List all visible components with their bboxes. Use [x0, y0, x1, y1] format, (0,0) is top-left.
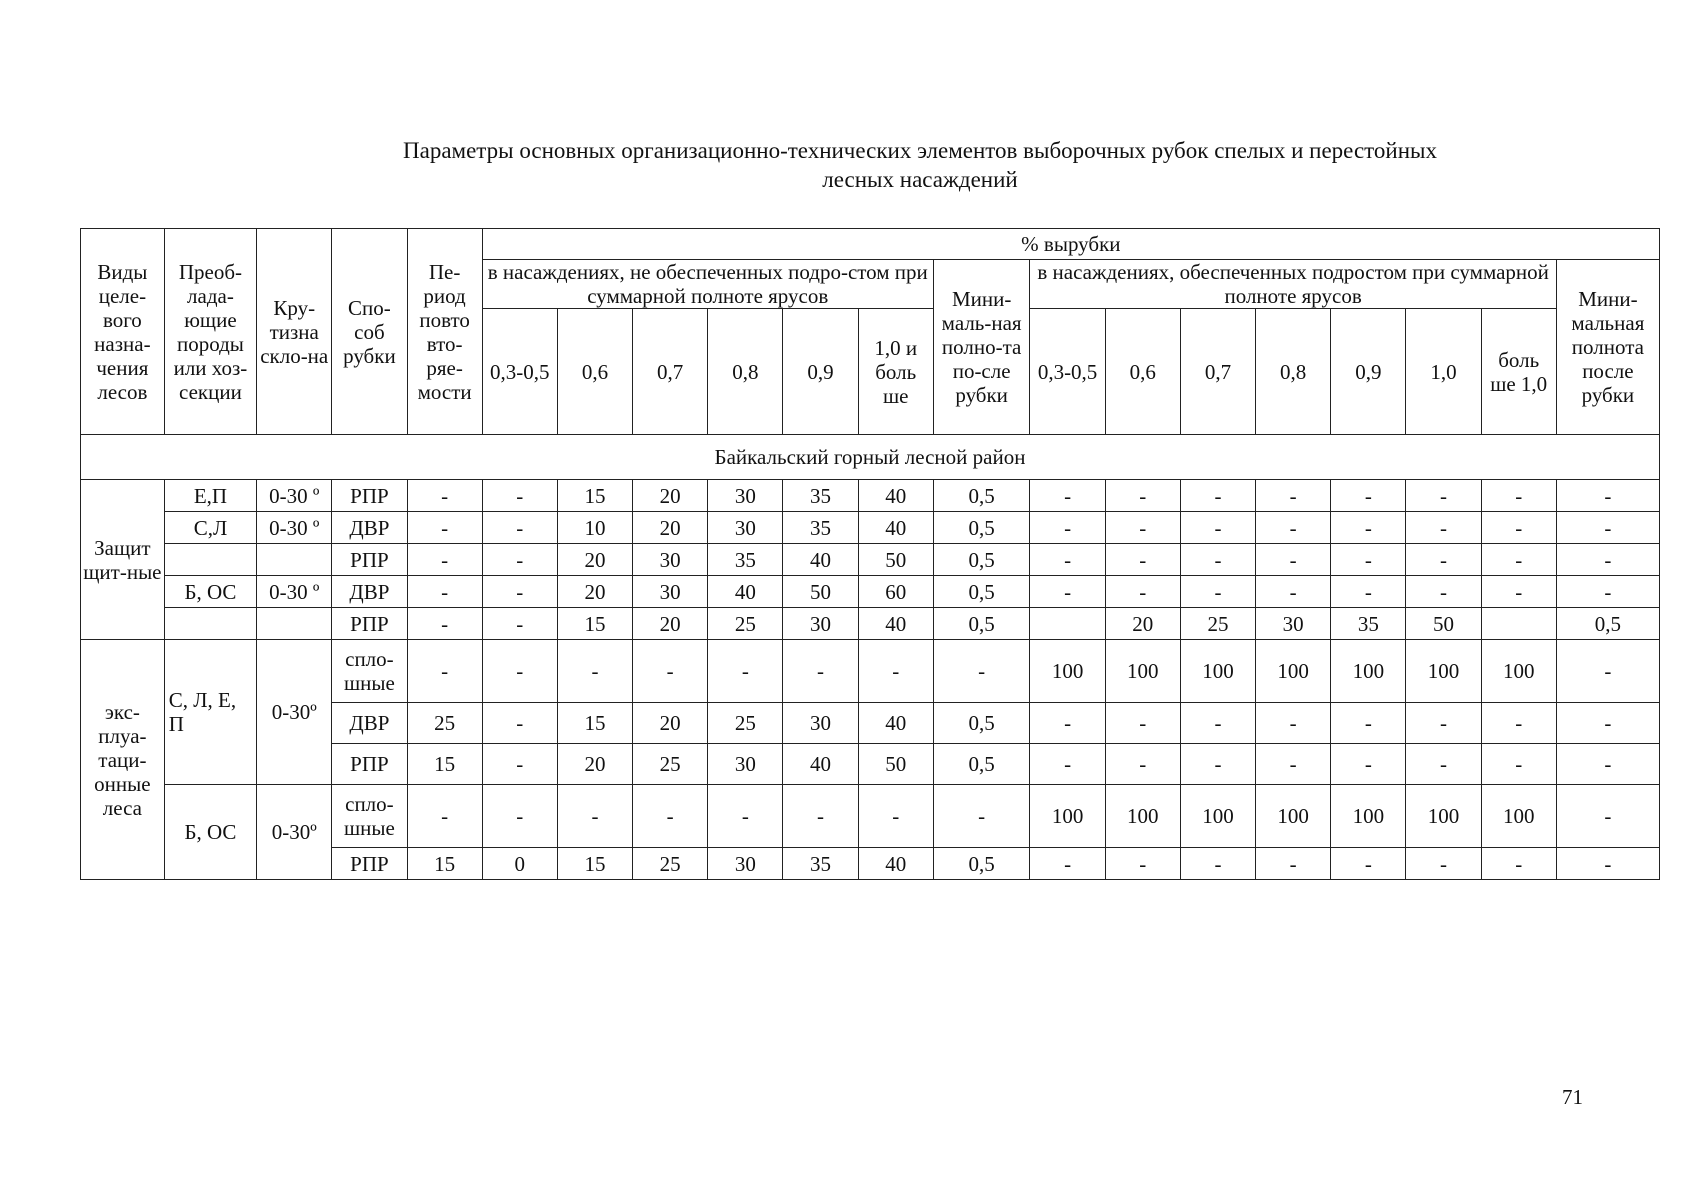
table-cell: 25 — [708, 608, 783, 640]
header-pct-cut: % вырубки — [482, 229, 1659, 260]
table-cell: - — [482, 640, 557, 703]
header-species: Преоб-лада-ющие породы или хоз-секции — [164, 229, 256, 435]
table-cell: - — [1556, 512, 1659, 544]
table-cell: 30 — [708, 512, 783, 544]
table-cell: Б, ОС — [164, 785, 256, 880]
header-sub-cell: боль ше 1,0 — [1481, 309, 1556, 435]
table-cell: 35 — [783, 848, 858, 880]
table-cell: 40 — [858, 512, 933, 544]
table-cell: 100 — [1256, 640, 1331, 703]
table-cell: - — [1406, 744, 1481, 785]
table-cell: 20 — [557, 744, 632, 785]
table-cell — [164, 608, 256, 640]
table-cell: - — [1481, 576, 1556, 608]
table-cell: 50 — [858, 744, 933, 785]
table-cell: 100 — [1180, 785, 1255, 848]
table-cell: - — [407, 512, 482, 544]
table-cell: - — [1406, 512, 1481, 544]
table-cell: - — [1406, 576, 1481, 608]
table-cell: РПР — [332, 744, 407, 785]
table-cell: - — [1331, 544, 1406, 576]
table-cell: 100 — [1406, 640, 1481, 703]
table-row — [81, 480, 1660, 512]
table-cell: 15 — [407, 848, 482, 880]
table-cell: 0,5 — [933, 512, 1030, 544]
table-cell: 0,5 — [933, 744, 1030, 785]
table-cell: РПР — [332, 848, 407, 880]
table-cell: - — [1481, 744, 1556, 785]
table-cell: - — [1180, 848, 1255, 880]
table-cell: - — [1481, 480, 1556, 512]
table-cell: - — [1180, 576, 1255, 608]
table-cell: 20 — [1105, 608, 1180, 640]
table-cell: 0,5 — [933, 544, 1030, 576]
table-cell: - — [1556, 640, 1659, 703]
table-cell: 100 — [1030, 785, 1105, 848]
header-method: Спо-соб рубки — [332, 229, 407, 435]
header-group-provided: в насаждениях, обеспеченных подростом при суммарной полноте ярусов — [1030, 260, 1556, 309]
table-cell: - — [482, 703, 557, 744]
table-cell: 40 — [858, 480, 933, 512]
table-cell: спло-шные — [332, 640, 407, 703]
table-cell: - — [783, 785, 858, 848]
table-cell: 25 — [633, 848, 708, 880]
table-cell: РПР — [332, 608, 407, 640]
table-cell: ДВР — [332, 512, 407, 544]
table-cell: - — [858, 640, 933, 703]
table-cell: 15 — [557, 703, 632, 744]
table-cell: 0,5 — [933, 848, 1030, 880]
table-cell: 0-30º — [257, 640, 332, 785]
table-cell: 40 — [783, 744, 858, 785]
table-cell: - — [407, 544, 482, 576]
table-cell: - — [633, 640, 708, 703]
table-cell: 30 — [708, 848, 783, 880]
table-cell — [257, 544, 332, 576]
header-sub-cell: 0,9 — [1331, 309, 1406, 435]
table-cell: 20 — [557, 576, 632, 608]
table-cell: - — [1030, 576, 1105, 608]
table-cell: - — [482, 512, 557, 544]
table-cell: 35 — [708, 544, 783, 576]
table-cell: - — [482, 608, 557, 640]
table-cell: 40 — [858, 703, 933, 744]
table-cell: 15 — [557, 608, 632, 640]
table-cell — [1030, 608, 1105, 640]
table-cell: 0-30º — [257, 785, 332, 880]
table-cell: 30 — [783, 608, 858, 640]
page-number: 71 — [1562, 1085, 1583, 1109]
header-sub-cell: 0,7 — [1180, 309, 1255, 435]
table-cell: - — [1481, 703, 1556, 744]
table-cell: - — [1556, 703, 1659, 744]
table-cell: - — [1481, 544, 1556, 576]
table-cell: 40 — [858, 608, 933, 640]
table-cell: 0,5 — [933, 480, 1030, 512]
title-line-2: лесных насаждений — [822, 167, 1018, 192]
table-cell: 25 — [708, 703, 783, 744]
table-cell: РПР — [332, 544, 407, 576]
table-cell: 0,5 — [933, 608, 1030, 640]
table-cell: 10 — [557, 512, 632, 544]
table-cell: 35 — [783, 480, 858, 512]
table-cell: 20 — [633, 480, 708, 512]
table-cell: - — [783, 640, 858, 703]
table-cell: - — [1256, 512, 1331, 544]
table-cell: - — [1105, 744, 1180, 785]
table-row — [81, 608, 1660, 640]
header-slope: Кру-тизна скло-на — [257, 229, 332, 435]
table-cell: 0-30 º — [257, 480, 332, 512]
table-cell: - — [1556, 544, 1659, 576]
table-cell: - — [1180, 512, 1255, 544]
table-cell: - — [1406, 848, 1481, 880]
table-cell: - — [482, 480, 557, 512]
table-cell: С, Л, Е, П — [164, 640, 256, 785]
header-sub-cell: 0,6 — [557, 309, 632, 435]
header-sub-cell: 0,3-0,5 — [1030, 309, 1105, 435]
table-cell: - — [933, 640, 1030, 703]
table-cell: 20 — [633, 512, 708, 544]
header-sub-cell: 0,9 — [783, 309, 858, 435]
table-cell: 100 — [1331, 640, 1406, 703]
table-cell: 0,5 — [1556, 608, 1659, 640]
table-cell: - — [1406, 544, 1481, 576]
table-cell: - — [557, 785, 632, 848]
table-cell: 20 — [633, 608, 708, 640]
header-forest-purpose: Виды целе-вого назна-чения лесов — [81, 229, 165, 435]
table-cell: - — [1030, 544, 1105, 576]
header-sub-cell: 0,8 — [708, 309, 783, 435]
group-exploitation: экс-плуа-таци-онные леса — [81, 640, 165, 880]
table-cell: - — [407, 480, 482, 512]
table-row — [81, 512, 1660, 544]
table-cell: 40 — [708, 576, 783, 608]
table-cell: 15 — [557, 848, 632, 880]
table-cell: - — [1105, 576, 1180, 608]
table-cell: - — [1331, 576, 1406, 608]
header-sub-cell: 0,6 — [1105, 309, 1180, 435]
table-cell: - — [482, 785, 557, 848]
table-cell: С,Л — [164, 512, 256, 544]
table-cell: - — [407, 785, 482, 848]
table-cell: ДВР — [332, 703, 407, 744]
table-cell: - — [1105, 848, 1180, 880]
table-cell: - — [1331, 848, 1406, 880]
table-cell: - — [1105, 544, 1180, 576]
table-cell: - — [858, 785, 933, 848]
table-cell: - — [1556, 744, 1659, 785]
table-cell: - — [708, 640, 783, 703]
title-line-1: Параметры основных организационно-технических элементов выборочных рубок спелых и перестойных — [403, 138, 1437, 163]
table-cell: 50 — [858, 544, 933, 576]
header-group-not-provided: в насаждениях, не обеспеченных подро-стом при суммарной полноте ярусов — [482, 260, 933, 309]
table-cell: 40 — [783, 544, 858, 576]
header-sub-cell: 0,8 — [1256, 309, 1331, 435]
table-cell: - — [1105, 480, 1180, 512]
table-cell: 20 — [633, 703, 708, 744]
table-cell: - — [1180, 480, 1255, 512]
table-cell: - — [1180, 703, 1255, 744]
table-cell: - — [1105, 703, 1180, 744]
header-sub-cell: 1,0 и боль ше — [858, 309, 933, 435]
table-cell: - — [482, 744, 557, 785]
table-cell: - — [1406, 703, 1481, 744]
header-sub-cell: 1,0 — [1406, 309, 1481, 435]
table-row — [81, 576, 1660, 608]
table-cell: 50 — [1406, 608, 1481, 640]
table-cell: 30 — [1256, 608, 1331, 640]
table-cell: 0-30 º — [257, 576, 332, 608]
table-cell — [1481, 608, 1556, 640]
table-cell: 60 — [858, 576, 933, 608]
table-cell: ДВР — [332, 576, 407, 608]
table-cell: 100 — [1256, 785, 1331, 848]
table-cell: - — [1030, 512, 1105, 544]
table-cell — [257, 608, 332, 640]
table-cell: спло-шные — [332, 785, 407, 848]
group-protective: Защит щит-ные — [81, 480, 165, 640]
table-cell: - — [1331, 512, 1406, 544]
header-min-density-2: Мини-мальная полнота после рубки — [1556, 260, 1659, 435]
header-sub-cell: 0,7 — [633, 309, 708, 435]
table-cell: - — [1030, 703, 1105, 744]
table-cell: - — [1556, 785, 1659, 848]
table-cell: - — [933, 785, 1030, 848]
page-title — [260, 136, 1580, 194]
table-cell: 30 — [633, 576, 708, 608]
table-cell: - — [1331, 744, 1406, 785]
table-row — [81, 640, 1660, 703]
table-cell: 100 — [1105, 640, 1180, 703]
table-cell: 15 — [557, 480, 632, 512]
table-cell: - — [1030, 744, 1105, 785]
table-cell: 100 — [1105, 785, 1180, 848]
table-row — [81, 785, 1660, 848]
table-cell: - — [407, 576, 482, 608]
table-cell: 100 — [1030, 640, 1105, 703]
table-cell: - — [1180, 544, 1255, 576]
table-cell: 0,5 — [933, 703, 1030, 744]
table-cell: Е,П — [164, 480, 256, 512]
table-cell: - — [1256, 703, 1331, 744]
header-sub-cell: 0,3-0,5 — [482, 309, 557, 435]
table-cell: - — [1030, 480, 1105, 512]
table-cell: - — [1556, 848, 1659, 880]
table-cell: 30 — [708, 480, 783, 512]
table-cell: - — [1180, 744, 1255, 785]
table-cell: - — [407, 608, 482, 640]
table-cell: - — [1556, 576, 1659, 608]
table-cell: 20 — [557, 544, 632, 576]
table-cell: - — [1256, 576, 1331, 608]
table-cell — [164, 544, 256, 576]
table-cell: - — [482, 576, 557, 608]
table-cell: - — [1331, 480, 1406, 512]
table-cell: - — [557, 640, 632, 703]
region-row: Байкальский горный лесной район — [81, 435, 1660, 480]
table-cell: - — [1481, 512, 1556, 544]
cutting-parameters-table — [80, 228, 1660, 880]
header-min-density-1: Мини-маль-ная полно-та по-сле рубки — [933, 260, 1030, 435]
table-cell: 0 — [482, 848, 557, 880]
table-cell: 35 — [783, 512, 858, 544]
table-cell: 100 — [1180, 640, 1255, 703]
table-cell: - — [1256, 544, 1331, 576]
table-cell: РПР — [332, 480, 407, 512]
header-period: Пе-риод повто вто-ряе-мости — [407, 229, 482, 435]
table-cell: Б, ОС — [164, 576, 256, 608]
table-row — [81, 544, 1660, 576]
table-cell: - — [1556, 480, 1659, 512]
table-cell: 0-30 º — [257, 512, 332, 544]
table-cell: - — [1406, 480, 1481, 512]
table-cell: - — [633, 785, 708, 848]
table-cell: - — [482, 544, 557, 576]
table-cell: - — [1030, 848, 1105, 880]
table-cell: 0,5 — [933, 576, 1030, 608]
table-cell: - — [1105, 512, 1180, 544]
table-cell: - — [708, 785, 783, 848]
table-cell: 25 — [1180, 608, 1255, 640]
table-cell: 100 — [1481, 785, 1556, 848]
table-cell: - — [1331, 703, 1406, 744]
table-cell: 35 — [1331, 608, 1406, 640]
table-cell: - — [1256, 744, 1331, 785]
table-cell: - — [407, 640, 482, 703]
table-cell: 100 — [1331, 785, 1406, 848]
table-cell: - — [1256, 480, 1331, 512]
table-cell: 100 — [1406, 785, 1481, 848]
table-cell: 30 — [708, 744, 783, 785]
table-cell: - — [1481, 848, 1556, 880]
table-cell: 100 — [1481, 640, 1556, 703]
table-cell: 15 — [407, 744, 482, 785]
table-cell: 30 — [783, 703, 858, 744]
table-cell: - — [1256, 848, 1331, 880]
table-cell: 25 — [407, 703, 482, 744]
table-cell: 40 — [858, 848, 933, 880]
table-cell: 25 — [633, 744, 708, 785]
table-cell: 50 — [783, 576, 858, 608]
table-cell: 30 — [633, 544, 708, 576]
